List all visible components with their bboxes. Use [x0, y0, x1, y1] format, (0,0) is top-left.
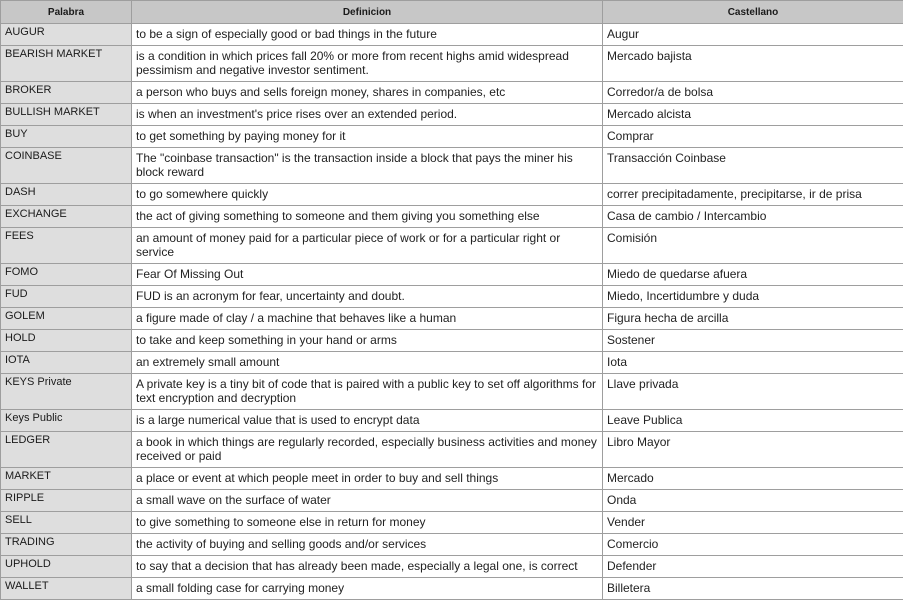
term-cell: BUY: [1, 126, 132, 148]
term-cell: DASH: [1, 184, 132, 206]
definition-cell: to take and keep something in your hand or arms: [132, 330, 603, 352]
castellano-cell: Miedo, Incertidumbre y duda: [603, 286, 903, 308]
castellano-cell: Figura hecha de arcilla: [603, 308, 903, 330]
term-cell: KEYS Private: [1, 374, 132, 410]
table-row: [1, 104, 903, 126]
castellano-cell: Iota: [603, 352, 903, 374]
header-definicion: Definicion: [132, 1, 603, 24]
term-cell: FUD: [1, 286, 132, 308]
table-row: [1, 126, 903, 148]
castellano-cell: Comprar: [603, 126, 903, 148]
header-row: [1, 1, 903, 24]
definition-cell: a book in which things are regularly recorded, especially business activities and money received or paid: [132, 432, 603, 468]
table-row: [1, 228, 903, 264]
definition-cell: is a large numerical value that is used to encrypt data: [132, 410, 603, 432]
term-cell: MARKET: [1, 468, 132, 490]
table-row: [1, 556, 903, 578]
definition-cell: FUD is an acronym for fear, uncertainty and doubt.: [132, 286, 603, 308]
castellano-cell: Augur: [603, 24, 903, 46]
term-cell: EXCHANGE: [1, 206, 132, 228]
term-cell: RIPPLE: [1, 490, 132, 512]
castellano-cell: Mercado: [603, 468, 903, 490]
castellano-cell: Billetera: [603, 578, 903, 600]
table-row: [1, 490, 903, 512]
definition-cell: a place or event at which people meet in order to buy and sell things: [132, 468, 603, 490]
definition-cell: is a condition in which prices fall 20% or more from recent highs amid widespread pessimism and negative investor sentiment.: [132, 46, 603, 82]
definition-cell: a small folding case for carrying money: [132, 578, 603, 600]
castellano-cell: Defender: [603, 556, 903, 578]
castellano-cell: Comercio: [603, 534, 903, 556]
definition-cell: The "coinbase transaction" is the transaction inside a block that pays the miner his block reward: [132, 148, 603, 184]
table-row: [1, 330, 903, 352]
castellano-cell: Vender: [603, 512, 903, 534]
castellano-cell: Transacción Coinbase: [603, 148, 903, 184]
definition-cell: a figure made of clay / a machine that behaves like a human: [132, 308, 603, 330]
table-row: [1, 148, 903, 184]
term-cell: BEARISH MARKET: [1, 46, 132, 82]
castellano-cell: Corredor/a de bolsa: [603, 82, 903, 104]
castellano-cell: Llave privada: [603, 374, 903, 410]
term-cell: FEES: [1, 228, 132, 264]
definition-cell: to be a sign of especially good or bad things in the future: [132, 24, 603, 46]
definition-cell: an extremely small amount: [132, 352, 603, 374]
term-cell: BULLISH MARKET: [1, 104, 132, 126]
term-cell: TRADING: [1, 534, 132, 556]
term-cell: Keys Public: [1, 410, 132, 432]
castellano-cell: Onda: [603, 490, 903, 512]
term-cell: LEDGER: [1, 432, 132, 468]
term-cell: UPHOLD: [1, 556, 132, 578]
term-cell: COINBASE: [1, 148, 132, 184]
table-row: [1, 468, 903, 490]
table-row: [1, 410, 903, 432]
table-row: [1, 374, 903, 410]
table-header: [1, 1, 903, 24]
term-cell: GOLEM: [1, 308, 132, 330]
table-row: [1, 432, 903, 468]
table-row: [1, 24, 903, 46]
table-body: [1, 24, 903, 600]
table-row: [1, 512, 903, 534]
table-row: [1, 534, 903, 556]
definition-cell: Fear Of Missing Out: [132, 264, 603, 286]
term-cell: WALLET: [1, 578, 132, 600]
term-cell: BROKER: [1, 82, 132, 104]
definition-cell: the activity of buying and selling goods and/or services: [132, 534, 603, 556]
castellano-cell: correr precipitadamente, precipitarse, ir de prisa: [603, 184, 903, 206]
header-castellano: Castellano: [603, 1, 903, 24]
term-cell: FOMO: [1, 264, 132, 286]
definition-cell: a small wave on the surface of water: [132, 490, 603, 512]
table-row: [1, 578, 903, 600]
table-row: [1, 82, 903, 104]
header-palabra: Palabra: [1, 1, 132, 24]
term-cell: IOTA: [1, 352, 132, 374]
definition-cell: a person who buys and sells foreign money, shares in companies, etc: [132, 82, 603, 104]
castellano-cell: Mercado alcista: [603, 104, 903, 126]
castellano-cell: Mercado bajista: [603, 46, 903, 82]
definition-cell: to get something by paying money for it: [132, 126, 603, 148]
table-row: [1, 184, 903, 206]
definition-cell: A private key is a tiny bit of code that is paired with a public key to set off algorithms for text encryption and decryption: [132, 374, 603, 410]
table-row: [1, 308, 903, 330]
definition-cell: is when an investment's price rises over an extended period.: [132, 104, 603, 126]
term-cell: SELL: [1, 512, 132, 534]
castellano-cell: Casa de cambio / Intercambio: [603, 206, 903, 228]
castellano-cell: Comisión: [603, 228, 903, 264]
table-row: [1, 264, 903, 286]
table-row: [1, 286, 903, 308]
table-row: [1, 206, 903, 228]
definition-cell: an amount of money paid for a particular piece of work or for a particular right or service: [132, 228, 603, 264]
table-row: [1, 46, 903, 82]
definition-cell: to give something to someone else in return for money: [132, 512, 603, 534]
castellano-cell: Sostener: [603, 330, 903, 352]
castellano-cell: Miedo de quedarse afuera: [603, 264, 903, 286]
term-cell: HOLD: [1, 330, 132, 352]
definition-cell: to say that a decision that has already been made, especially a legal one, is correct: [132, 556, 603, 578]
table-row: [1, 352, 903, 374]
definition-cell: to go somewhere quickly: [132, 184, 603, 206]
term-cell: AUGUR: [1, 24, 132, 46]
castellano-cell: Libro Mayor: [603, 432, 903, 468]
definition-cell: the act of giving something to someone and them giving you something else: [132, 206, 603, 228]
castellano-cell: Leave Publica: [603, 410, 903, 432]
